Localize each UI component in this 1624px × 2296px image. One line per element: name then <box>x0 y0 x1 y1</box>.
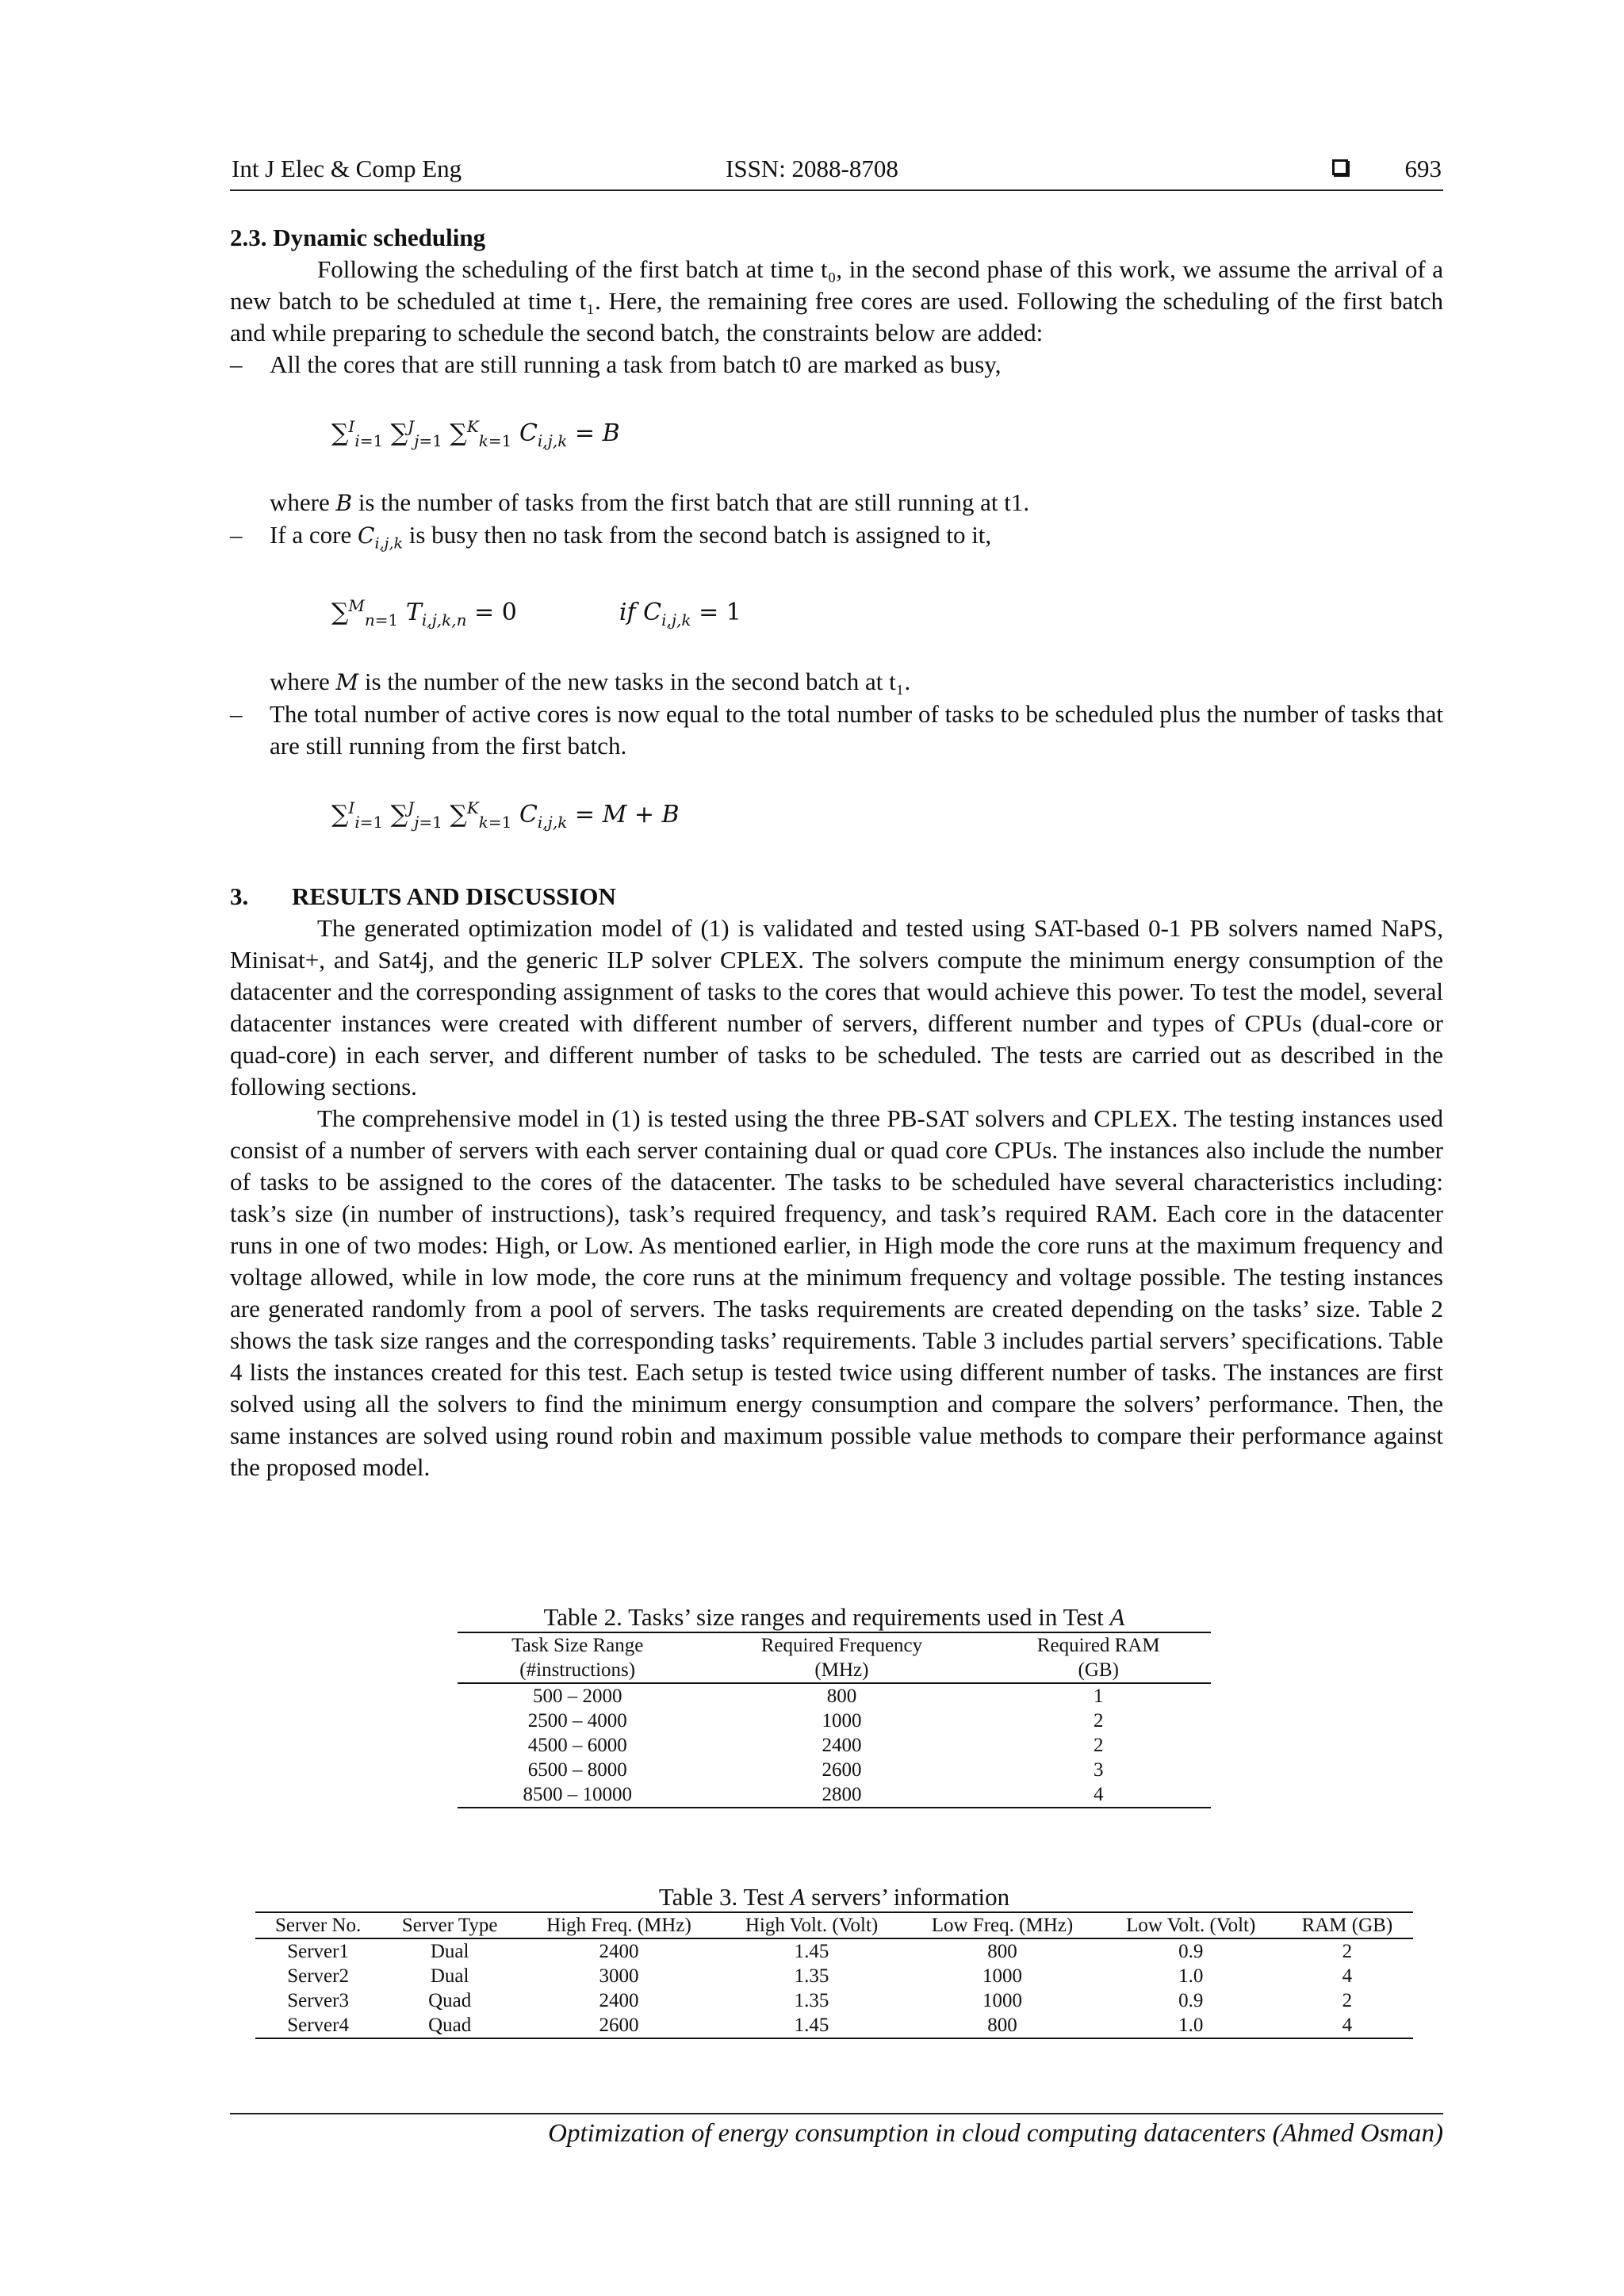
section-3-paragraph-1: The generated optimization model of (1) is validated and tested using SAT-based 0-1 PB solvers named NaPS, Minisat+, and Sat4j, and the generic ILP solver CPLEX. The solvers compute the minimum energy consumption of the datacenter and the corresponding assignment of tasks to the cores that would achieve this power. To test the model, several datacenter instances were created with different number of servers, different number and types of CPUs (dual-core or quad-core) in each server, and different number of tasks to be scheduled. The tests are carried out as described in the following sections. <box>230 913 1443 1100</box>
caption-text: Table 2. Tasks’ size ranges and requirements used in Test <box>543 1603 1110 1631</box>
table-cell: 3 <box>1093 1759 1104 1781</box>
table-row <box>255 2013 1413 2038</box>
column-header: High Volt. (Volt) <box>719 1912 904 1938</box>
table-cell: 0.9 <box>1178 1941 1204 1962</box>
table-3 <box>255 1883 1413 2039</box>
table-cell: 8500 – 10000 <box>523 1784 632 1805</box>
table-cell: 1000 <box>982 1965 1022 1987</box>
table-cell: 1.45 <box>794 2015 829 2036</box>
table-cell: 1000 <box>982 1990 1022 2011</box>
bullet-text-b: is busy then no task from the second batch is assigned to it, <box>408 521 992 549</box>
column-header: Low Volt. (Volt) <box>1101 1912 1281 1938</box>
table-cell: 3000 <box>599 1965 639 1987</box>
where-word: where <box>270 488 330 516</box>
bullet-busy-cores <box>230 349 1443 381</box>
column-header: Server Type <box>381 1912 519 1938</box>
table-cell: 2 <box>1093 1710 1104 1732</box>
table-header-row <box>458 1632 1211 1658</box>
table-cell: 2 <box>1342 1941 1353 1962</box>
bullet-busy-core-assignment <box>230 519 1443 560</box>
table-cell: 1 <box>1093 1686 1104 1707</box>
caption-italic: A <box>790 1883 806 1911</box>
table-2-caption <box>458 1603 1211 1632</box>
equation-condition: if <box>619 598 636 626</box>
equation-busy-cores: ∑$^I_{i=1}$ ∑$^J_{j=1}$ ∑$^K_{k=1}$ $C_{i,j,k} = B$ <box>331 417 620 450</box>
table-cell: 2 <box>1093 1735 1104 1756</box>
table-row <box>458 1758 1211 1782</box>
equation-lhs-value: = 0 <box>474 598 517 626</box>
variable-m: M <box>335 668 359 695</box>
table-cell: 2600 <box>822 1759 862 1781</box>
bullet-text-a: If a core <box>270 521 352 549</box>
table-cell: 4500 – 6000 <box>527 1735 627 1756</box>
table-3-caption <box>255 1883 1413 1911</box>
where-m-text: is the number of the new tasks in the second batch at t₁. <box>364 667 911 695</box>
table-header-row <box>255 1912 1413 1938</box>
bullet-text: The total number of active cores is now equal to the total number of tasks to be scheduled plus the number of tasks that are still running from the first batch. <box>270 699 1443 760</box>
where-word: where <box>270 667 330 695</box>
section-title-text: RESULTS AND DISCUSSION <box>292 882 616 910</box>
column-header: RAM (GB) <box>1281 1912 1413 1938</box>
table-cell: 800 <box>987 2015 1017 2036</box>
table-cell: Server2 <box>287 1965 349 1987</box>
table-cell: 2400 <box>599 1941 639 1962</box>
column-header: Server No. <box>255 1912 381 1938</box>
core-variable: $C_{i,j,k}$ <box>358 522 403 553</box>
equation-no-assignment: ∑$^M_{n=1}$ $T_{i,j,k,n} = 0$ if $C_{i,j,k} = 1$ <box>331 595 741 629</box>
table-cell: Quad <box>428 2015 472 2036</box>
table-cell: 4 <box>1342 1965 1353 1987</box>
table-cell: 4 <box>1342 2015 1353 2036</box>
dash-bullet: – <box>230 350 243 378</box>
table-cell: Dual <box>430 1941 469 1962</box>
column-header-unit: (GB) <box>986 1658 1211 1683</box>
table-row <box>255 1938 1413 1964</box>
table-cell: 800 <box>987 1941 1017 1962</box>
column-header: Low Freq. (MHz) <box>904 1912 1100 1938</box>
table-cell: 1.0 <box>1178 2015 1204 2036</box>
column-header: High Freq. (MHz) <box>519 1912 719 1938</box>
table-cell: 0.9 <box>1178 1990 1204 2011</box>
caption-text: Table 3. Test <box>658 1883 791 1911</box>
equation-rhs: = M + B <box>574 800 680 828</box>
equation-rhs: = B <box>574 419 620 447</box>
section-3-title <box>230 881 1443 913</box>
table-3-grid <box>255 1911 1413 2039</box>
table-row <box>458 1782 1211 1808</box>
square-bullet-icon <box>1332 159 1348 175</box>
table-cell: 1000 <box>822 1710 862 1732</box>
bullet-active-cores <box>230 698 1443 762</box>
table-cell: 1.0 <box>1178 1965 1204 1987</box>
table-cell: Server1 <box>287 1941 349 1962</box>
journal-name: Int J Elec & Comp Eng <box>232 155 462 182</box>
column-header: Task Size Range <box>511 1635 644 1656</box>
table-cell: Server4 <box>287 2015 349 2036</box>
issn: ISSN: 2088-8708 <box>726 155 898 182</box>
table-2 <box>458 1603 1211 1808</box>
running-header <box>230 155 1443 191</box>
table-cell: 2600 <box>599 2015 639 2036</box>
running-footer <box>230 2113 1443 2149</box>
where-m-description <box>230 666 1443 698</box>
table-cell: 800 <box>826 1686 857 1707</box>
table-cell: 4 <box>1093 1784 1104 1805</box>
page-number: 693 <box>1404 155 1442 182</box>
footer-title: Optimization of energy consumption in cloud computing datacenters (Ahmed Osman) <box>548 2119 1443 2148</box>
table-cell: 2 <box>1342 1990 1353 2011</box>
table-cell: 1.35 <box>794 1990 829 2011</box>
table-row <box>458 1733 1211 1758</box>
table-cell: 1.45 <box>794 1941 829 1962</box>
table-cell: Quad <box>428 1990 472 2011</box>
bullet-text: All the cores that are still running a task from batch t0 are marked as busy, <box>270 350 1002 378</box>
section-2-3-intro: Following the scheduling of the first batch at time t₀, in the second phase of this work, we assume the arrival of a new batch to be scheduled at time t₁. Here, the remaining free cores are used. Following the scheduling of the first batch and while preparing to schedule the second batch, the constraints below are added: <box>230 255 1443 346</box>
table-cell: 2500 – 4000 <box>527 1710 627 1732</box>
variable-b: B <box>335 490 353 516</box>
equation-active-cores: ∑$^I_{i=1}$ ∑$^J_{j=1}$ ∑$^K_{k=1}$ $C_{i,j,k} = M + B$ <box>331 798 680 832</box>
dash-bullet: – <box>230 699 243 728</box>
table-row <box>255 1964 1413 1988</box>
table-cell: 6500 – 8000 <box>527 1759 627 1781</box>
caption-text: servers’ information <box>805 1883 1010 1911</box>
table-cell: 1.35 <box>794 1965 829 1987</box>
section-number: 3. <box>230 882 249 910</box>
table-cell: 500 – 2000 <box>532 1686 622 1707</box>
column-header-unit: (#instructions) <box>458 1658 697 1683</box>
table-cell: Server3 <box>287 1990 349 2011</box>
dash-bullet: – <box>230 521 243 549</box>
section-2-3-title: 2.3. Dynamic scheduling <box>230 224 486 251</box>
section-3-paragraph-2: The comprehensive model in (1) is tested using the three PB-SAT solvers and CPLEX. The testing instances used consist of a number of servers with each server containing dual or quad core CPUs. The instances also include the number of tasks to be assigned to the cores of the datacenter. The tasks to be scheduled have several characteristics including: task’s size (in number of instructions), task’s required frequency, and task’s required RAM. Each core in the datacenter runs in one of two modes: High, or Low. As mentioned earlier, in High mode the core runs at the maximum frequency and voltage allowed, while in low mode, the core runs at the minimum frequency and voltage possible. The testing instances are generated randomly from a pool of servers. The tasks requirements are created depending on the tasks’ size. Table 2 shows the task size ranges and the corresponding tasks’ requirements. Table 3 includes partial servers’ specifications. Table 4 lists the instances created for this test. Each setup is tested twice using different number of tasks. The instances are first solved using all the solvers to find the minimum energy consumption and compare the solvers’ performance. Then, the same instances are solved using round robin and maximum possible value methods to compare their performance against the proposed model. <box>230 1104 1443 1481</box>
where-b-description <box>230 487 1443 519</box>
table-cell: 2400 <box>822 1735 862 1756</box>
table-cell: 2400 <box>599 1990 639 2011</box>
table-row <box>458 1683 1211 1709</box>
page-body <box>230 222 1443 1483</box>
where-b-text: is the number of tasks from the first batch that are still running at t1. <box>358 488 1030 516</box>
column-header: Required RAM <box>1036 1635 1160 1656</box>
equation-rhs: = 1 <box>699 598 741 626</box>
table-header-row <box>458 1658 1211 1683</box>
table-row <box>255 1988 1413 2013</box>
table-row <box>458 1709 1211 1733</box>
caption-italic: A <box>1109 1603 1125 1631</box>
table-cell: Dual <box>430 1965 469 1987</box>
table-2-grid <box>458 1632 1211 1808</box>
table-cell: 2800 <box>822 1784 862 1805</box>
column-header-unit: (MHz) <box>697 1658 986 1683</box>
column-header: Required Frequency <box>760 1635 923 1656</box>
